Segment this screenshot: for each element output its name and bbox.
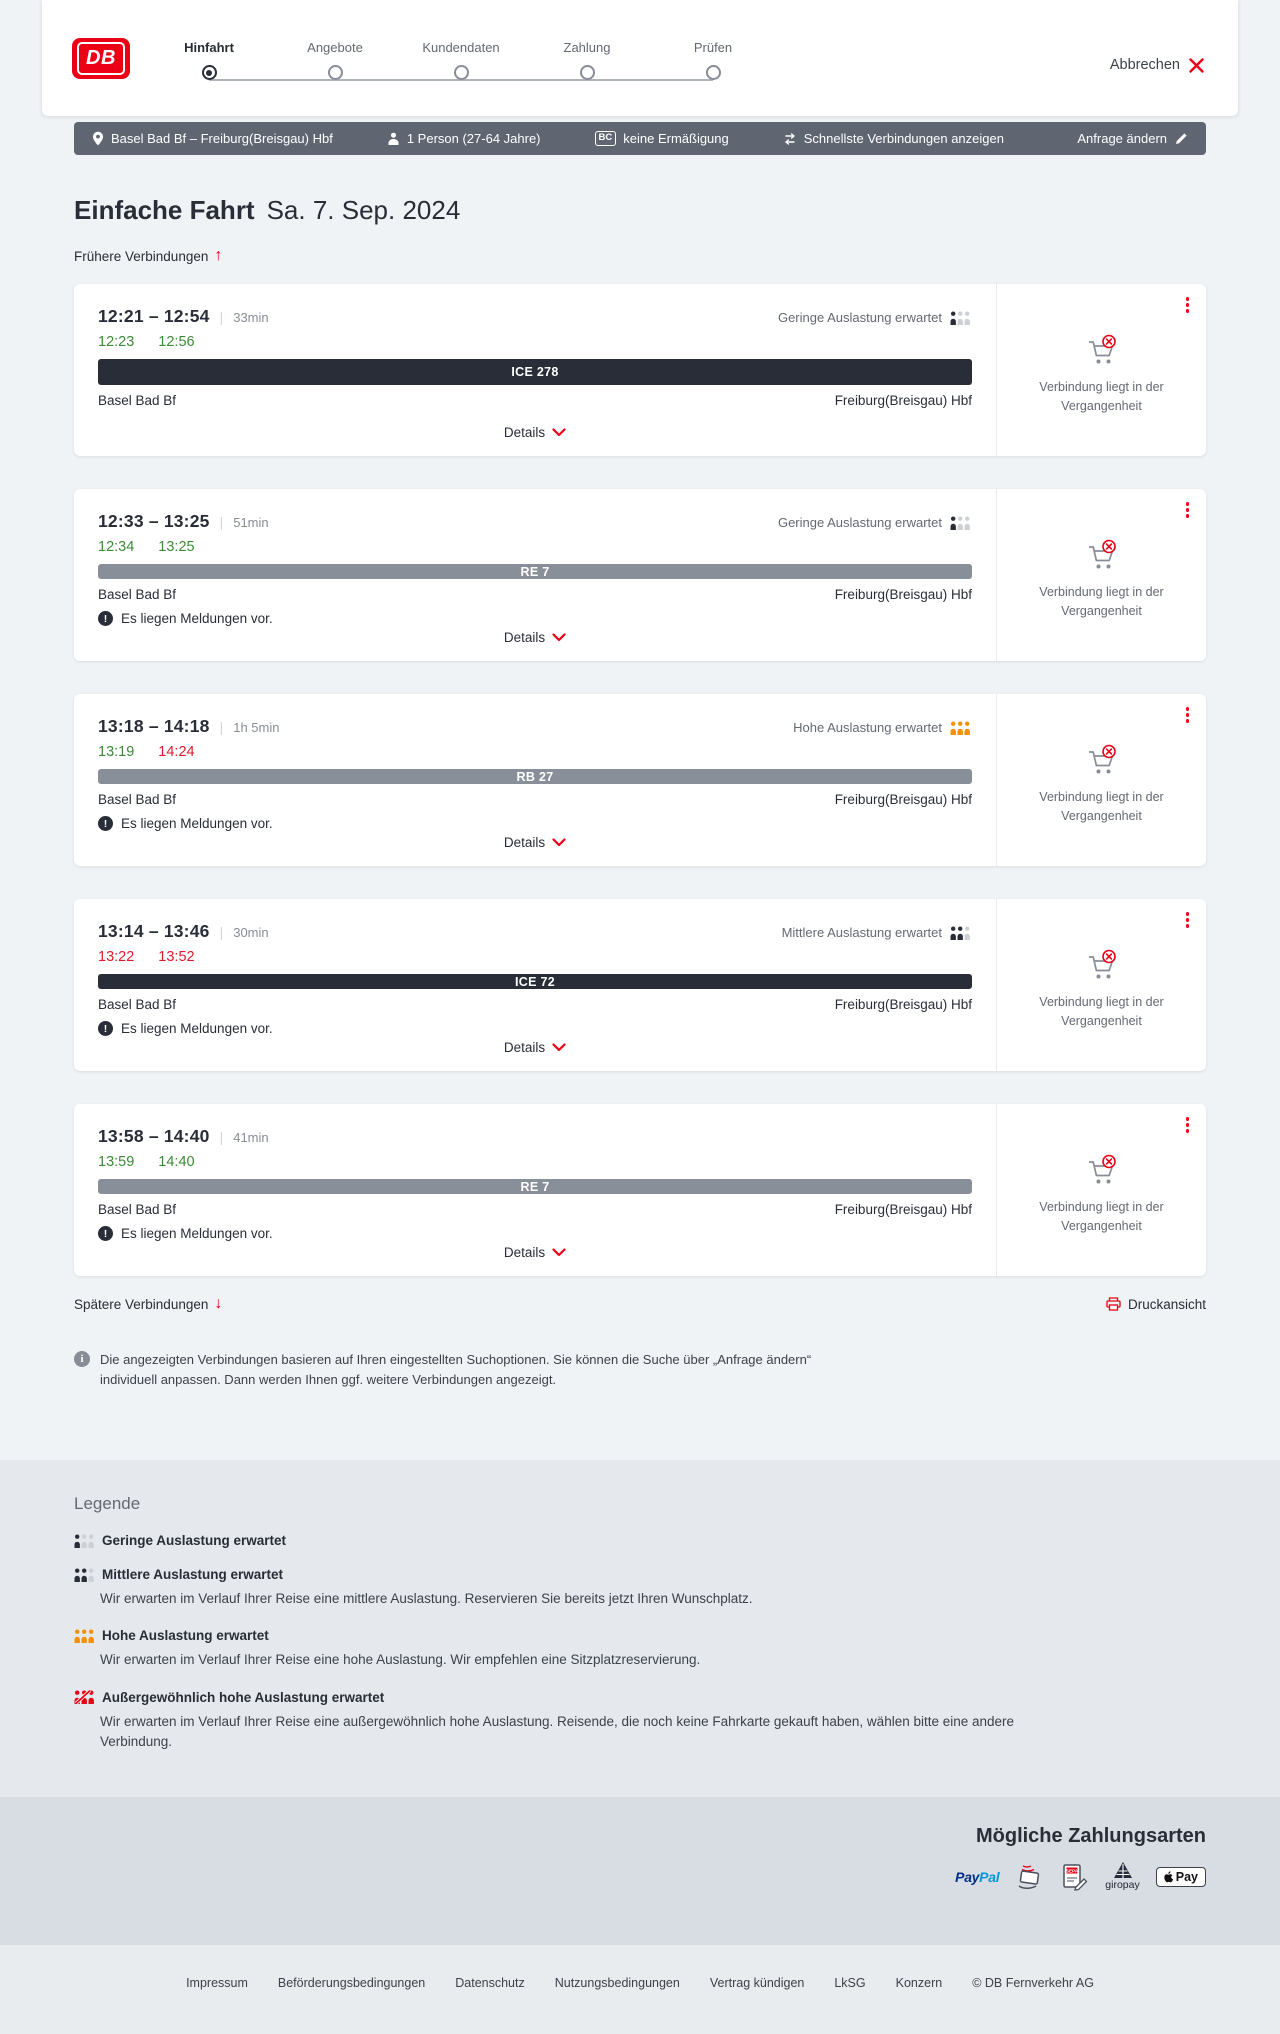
connection-main bbox=[74, 489, 996, 661]
realtime-departure: 12:23 bbox=[98, 334, 135, 350]
edit-request-button[interactable] bbox=[1077, 131, 1188, 146]
pencil-icon bbox=[1175, 132, 1188, 145]
details-label: Details bbox=[503, 1040, 546, 1055]
info-icon: i bbox=[74, 1351, 90, 1367]
occupancy-icon-low bbox=[950, 311, 972, 325]
step-zahlung[interactable] bbox=[524, 40, 650, 80]
route-text: Basel Bad Bf – Freiburg(Breisgau) Hbf bbox=[111, 131, 333, 146]
occupancy-icon-high bbox=[950, 721, 972, 735]
connection-side-panel bbox=[996, 1104, 1206, 1276]
legend-section bbox=[0, 1460, 1280, 1797]
svg-text:SEPA: SEPA bbox=[1066, 1867, 1079, 1873]
step-label: Prüfen bbox=[693, 40, 733, 55]
payment-method-giropay-icon: giropay bbox=[1105, 1862, 1139, 1891]
occupancy-indicator bbox=[782, 925, 972, 940]
occupancy-icon-medium bbox=[950, 926, 972, 940]
db-logo-text: DB bbox=[77, 42, 125, 75]
print-view-button[interactable] bbox=[1106, 1297, 1206, 1312]
occupancy-icon-high bbox=[74, 1629, 96, 1643]
legend-label: Mittlere Auslastung erwartet bbox=[102, 1567, 284, 1582]
occupancy-icon-low bbox=[74, 1534, 96, 1548]
realtime-times bbox=[98, 334, 972, 350]
payment-method-apple-pay-icon: Pay bbox=[1156, 1867, 1206, 1887]
step-label: Zahlung bbox=[563, 40, 611, 55]
chevron-down-icon bbox=[552, 633, 566, 642]
connection-card-1 bbox=[74, 284, 1206, 456]
messages-note[interactable] bbox=[98, 816, 972, 831]
legend-title: Legende bbox=[74, 1494, 141, 1513]
details-toggle[interactable] bbox=[502, 831, 568, 854]
origin-station: Basel Bad Bf bbox=[98, 587, 177, 602]
messages-note[interactable] bbox=[98, 611, 972, 626]
past-connection-note: Verbindung liegt in der Vergangenheit bbox=[1039, 1200, 1164, 1233]
payment-method-credit-card-icon bbox=[1015, 1863, 1045, 1891]
scheduled-times: 13:58 – 14:40 bbox=[98, 1126, 210, 1146]
connection-side-panel bbox=[996, 489, 1206, 661]
connection-side-panel bbox=[996, 284, 1206, 456]
destination-station: Freiburg(Breisgau) Hbf bbox=[834, 393, 972, 408]
chevron-down-icon bbox=[552, 428, 566, 437]
scheduled-times: 13:18 – 14:18 bbox=[98, 716, 210, 736]
chevron-down-icon bbox=[552, 1043, 566, 1052]
step-label: Hinfahrt bbox=[184, 40, 234, 55]
alert-icon: ! bbox=[98, 816, 113, 831]
details-label: Details bbox=[503, 425, 546, 440]
messages-note[interactable] bbox=[98, 1021, 972, 1036]
destination-station: Freiburg(Breisgau) Hbf bbox=[834, 587, 972, 602]
realtime-arrival: 14:24 bbox=[158, 744, 195, 760]
details-toggle[interactable] bbox=[502, 626, 568, 649]
connection-main bbox=[74, 694, 996, 866]
messages-text: Es liegen Meldungen vor. bbox=[121, 1021, 273, 1036]
results-content bbox=[74, 195, 1206, 1390]
payment-title: Mögliche Zahlungsarten bbox=[975, 1825, 1206, 1847]
destination-station: Freiburg(Breisgau) Hbf bbox=[834, 997, 972, 1012]
traveler-summary bbox=[387, 131, 541, 146]
alert-icon: ! bbox=[98, 611, 113, 626]
occupancy-icon-extreme bbox=[74, 1690, 96, 1704]
discount-text: keine Ermäßigung bbox=[623, 131, 729, 146]
discount-summary bbox=[595, 131, 729, 146]
payment-section bbox=[0, 1797, 1280, 1945]
train-label-bar: ICE 72 bbox=[98, 974, 972, 989]
footer-link-lksg[interactable]: LkSG bbox=[834, 1976, 866, 1990]
later-connections-link[interactable] bbox=[74, 1296, 222, 1312]
kebab-menu-button[interactable] bbox=[1183, 499, 1193, 521]
connection-main bbox=[74, 284, 996, 456]
destination-station: Freiburg(Breisgau) Hbf bbox=[834, 1202, 972, 1217]
cancel-label: Abbrechen bbox=[1109, 57, 1180, 73]
legend-item-low bbox=[74, 1533, 1206, 1548]
later-row bbox=[74, 1296, 1206, 1312]
past-connection-note: Verbindung liegt in der Vergangenheit bbox=[1039, 380, 1164, 413]
cart-unavailable-icon bbox=[1082, 333, 1122, 369]
progress-steps bbox=[146, 40, 776, 80]
realtime-arrival: 14:40 bbox=[158, 1154, 195, 1170]
occupancy-indicator bbox=[793, 720, 972, 735]
details-label: Details bbox=[503, 835, 546, 850]
legend-label: Außergewöhnlich hohe Auslastung erwartet bbox=[102, 1689, 385, 1705]
chevron-down-icon bbox=[552, 838, 566, 847]
cart-unavailable-icon bbox=[1082, 743, 1122, 779]
kebab-menu-button[interactable] bbox=[1183, 704, 1193, 726]
legend-item-medium bbox=[74, 1567, 1206, 1609]
step-label: Kundendaten bbox=[422, 40, 500, 55]
origin-station: Basel Bad Bf bbox=[98, 1202, 177, 1217]
realtime-departure: 13:59 bbox=[98, 1154, 135, 1170]
footer-link-konzern[interactable]: Konzern bbox=[895, 1976, 943, 1990]
occupancy-icon-low bbox=[950, 516, 972, 530]
alert-icon: ! bbox=[98, 1021, 113, 1036]
destination-station: Freiburg(Breisgau) Hbf bbox=[834, 792, 972, 807]
occupancy-label: Mittlere Auslastung erwartet bbox=[781, 925, 942, 940]
page-title bbox=[74, 195, 1206, 226]
step-pruefen[interactable] bbox=[650, 40, 776, 80]
legend-description: Wir erwarten im Verlauf Ihrer Reise eine außergewöhnlich hohe Auslastung. Reisende, die noch keine Fahrkarte gekauft haben, wählen bitte eine andere Verbindung. bbox=[100, 1713, 1015, 1749]
train-label-bar: RE 7 bbox=[98, 564, 972, 579]
kebab-menu-button[interactable] bbox=[1183, 294, 1193, 316]
step-angebote[interactable] bbox=[272, 40, 398, 80]
alert-icon: ! bbox=[98, 1226, 113, 1241]
train-label-bar: RE 7 bbox=[98, 1179, 972, 1194]
connection-card-4 bbox=[74, 899, 1206, 1071]
details-toggle[interactable] bbox=[502, 421, 568, 444]
legend-label: Geringe Auslastung erwartet bbox=[102, 1533, 287, 1548]
kebab-menu-button[interactable] bbox=[1183, 1114, 1193, 1136]
fastest-connections-toggle[interactable] bbox=[783, 131, 1004, 146]
past-connection-note: Verbindung liegt in der Vergangenheit bbox=[1039, 790, 1164, 823]
step-dot-icon bbox=[706, 65, 721, 80]
step-dot-icon bbox=[328, 65, 343, 80]
details-label: Details bbox=[503, 630, 546, 645]
occupancy-label: Geringe Auslastung erwartet bbox=[777, 515, 942, 530]
connection-card-2 bbox=[74, 489, 1206, 661]
person-icon bbox=[387, 132, 400, 145]
connection-main bbox=[74, 1104, 996, 1276]
kebab-menu-button[interactable] bbox=[1183, 909, 1193, 931]
footer-links bbox=[0, 1945, 1280, 1990]
close-icon bbox=[1189, 58, 1204, 73]
location-pin-icon bbox=[92, 131, 104, 146]
realtime-arrival: 13:25 bbox=[158, 539, 195, 555]
printer-icon bbox=[1106, 1297, 1121, 1311]
realtime-departure: 12:34 bbox=[98, 539, 135, 555]
realtime-arrival: 13:52 bbox=[158, 949, 195, 965]
realtime-arrival: 12:56 bbox=[158, 334, 195, 350]
origin-station: Basel Bad Bf bbox=[98, 393, 177, 408]
legend-items bbox=[74, 1533, 1206, 1752]
train-label-bar: ICE 278 bbox=[98, 359, 972, 385]
footer-copyright: © DB Fernverkehr AG bbox=[972, 1976, 1094, 1990]
trip-type-title: Einfache Fahrt bbox=[74, 195, 255, 225]
info-text: Die angezeigten Verbindungen basieren auf Ihren eingestellten Suchoptionen. Sie können die Suche über „Anfrage ändern“ individuell anpassen. Dann werden Ihnen ggf. weitere Verbindungen angezeigt. bbox=[100, 1352, 812, 1388]
messages-text: Es liegen Meldungen vor. bbox=[121, 816, 273, 831]
cart-unavailable-icon bbox=[1082, 1153, 1122, 1189]
connection-side-panel bbox=[996, 899, 1206, 1071]
print-view-label: Druckansicht bbox=[1127, 1296, 1206, 1312]
realtime-times bbox=[98, 539, 972, 555]
footer-link-impressum[interactable]: Impressum bbox=[186, 1976, 248, 1990]
origin-station: Basel Bad Bf bbox=[98, 997, 177, 1012]
step-hinfahrt[interactable] bbox=[146, 40, 272, 80]
footer-link-vertrag-kuendigen[interactable]: Vertrag kündigen bbox=[709, 1976, 805, 1990]
occupancy-label: Geringe Auslastung erwartet bbox=[777, 310, 942, 325]
train-label-bar: RB 27 bbox=[98, 769, 972, 784]
duration: 30min bbox=[233, 925, 269, 940]
filter-text: Schnellste Verbindungen anzeigen bbox=[803, 131, 1004, 146]
cart-unavailable-icon bbox=[1082, 538, 1122, 574]
chevron-down-icon bbox=[552, 1248, 566, 1257]
divider: | bbox=[219, 719, 224, 735]
arrow-down-icon: ↓ bbox=[214, 1295, 223, 1312]
payment-method-paypal-icon: PayPal bbox=[955, 1868, 1000, 1885]
divider: | bbox=[219, 514, 224, 530]
messages-note[interactable] bbox=[98, 1226, 972, 1241]
payment-icons bbox=[955, 1862, 1206, 1891]
connections-list bbox=[74, 284, 1206, 1276]
bahncard-icon: BC bbox=[595, 131, 617, 145]
info-note bbox=[74, 1350, 1206, 1390]
payment-method-sepa-lastschrift-icon bbox=[1061, 1863, 1089, 1891]
connection-card-5 bbox=[74, 1104, 1206, 1276]
connection-main bbox=[74, 899, 996, 1071]
cancel-button[interactable] bbox=[1110, 43, 1204, 73]
scheduled-times: 12:21 – 12:54 bbox=[98, 306, 210, 326]
scheduled-times: 13:14 – 13:46 bbox=[98, 921, 210, 941]
realtime-times bbox=[98, 744, 972, 760]
origin-station: Basel Bad Bf bbox=[98, 792, 177, 807]
earlier-connections-label: Frühere Verbindungen bbox=[74, 248, 209, 264]
occupancy-indicator bbox=[778, 310, 972, 325]
past-connection-note: Verbindung liegt in der Vergangenheit bbox=[1039, 995, 1164, 1028]
duration: 41min bbox=[233, 1130, 269, 1145]
scheduled-times: 12:33 – 13:25 bbox=[98, 511, 210, 531]
divider: | bbox=[219, 1129, 224, 1145]
edit-request-label: Anfrage ändern bbox=[1077, 131, 1167, 146]
swap-arrows-icon bbox=[783, 133, 797, 145]
footer-link-datenschutz[interactable]: Datenschutz bbox=[455, 1976, 525, 1990]
details-label: Details bbox=[503, 1245, 546, 1260]
details-toggle[interactable] bbox=[502, 1036, 568, 1059]
connection-side-panel bbox=[996, 694, 1206, 866]
step-kundendaten[interactable] bbox=[398, 40, 524, 80]
footer-link-nutzungsbedingungen[interactable]: Nutzungsbedingungen bbox=[554, 1976, 680, 1990]
divider: | bbox=[219, 924, 224, 940]
legend-label: Hohe Auslastung erwartet bbox=[102, 1628, 269, 1644]
app-header bbox=[42, 0, 1238, 116]
legend-description: Wir erwarten im Verlauf Ihrer Reise eine mittlere Auslastung. Reservieren Sie bereits jetzt Ihren Wunschplatz. bbox=[100, 1591, 753, 1606]
later-connections-label: Spätere Verbindungen bbox=[74, 1296, 209, 1312]
duration: 1h 5min bbox=[233, 720, 280, 735]
messages-text: Es liegen Meldungen vor. bbox=[121, 611, 273, 626]
duration: 51min bbox=[233, 515, 269, 530]
trip-date: Sa. 7. Sep. 2024 bbox=[266, 195, 461, 225]
divider: | bbox=[219, 309, 224, 325]
occupancy-icon-medium bbox=[74, 1568, 96, 1582]
occupancy-indicator bbox=[778, 515, 972, 530]
occupancy-label: Hohe Auslastung erwartet bbox=[793, 720, 942, 735]
search-summary-bar bbox=[74, 122, 1206, 155]
step-dot-icon bbox=[454, 65, 469, 80]
realtime-departure: 13:19 bbox=[98, 744, 135, 760]
cart-unavailable-icon bbox=[1082, 948, 1122, 984]
legend-item-high bbox=[74, 1628, 1206, 1670]
footer-link-befoerderungsbedingungen[interactable]: Beförderungsbedingungen bbox=[277, 1976, 426, 1990]
route-summary bbox=[92, 131, 333, 146]
earlier-connections-link[interactable] bbox=[74, 248, 1206, 264]
db-logo[interactable] bbox=[72, 38, 130, 79]
step-label: Angebote bbox=[307, 40, 363, 55]
past-connection-note: Verbindung liegt in der Vergangenheit bbox=[1039, 585, 1164, 618]
duration: 33min bbox=[233, 310, 269, 325]
details-toggle[interactable] bbox=[502, 1241, 568, 1264]
realtime-times bbox=[98, 1154, 972, 1170]
arrow-up-icon: ↑ bbox=[214, 247, 223, 264]
step-dot-icon bbox=[202, 65, 217, 80]
connection-card-3 bbox=[74, 694, 1206, 866]
realtime-departure: 13:22 bbox=[98, 949, 135, 965]
step-dot-icon bbox=[580, 65, 595, 80]
legend-item-extreme bbox=[74, 1690, 1206, 1753]
page-footer bbox=[0, 1945, 1280, 2034]
traveler-text: 1 Person (27-64 Jahre) bbox=[406, 131, 541, 146]
messages-text: Es liegen Meldungen vor. bbox=[121, 1226, 273, 1241]
realtime-times bbox=[98, 949, 972, 965]
legend-description: Wir erwarten im Verlauf Ihrer Reise eine hohe Auslastung. Wir empfehlen eine Sitzplatzreservierung. bbox=[100, 1652, 701, 1668]
